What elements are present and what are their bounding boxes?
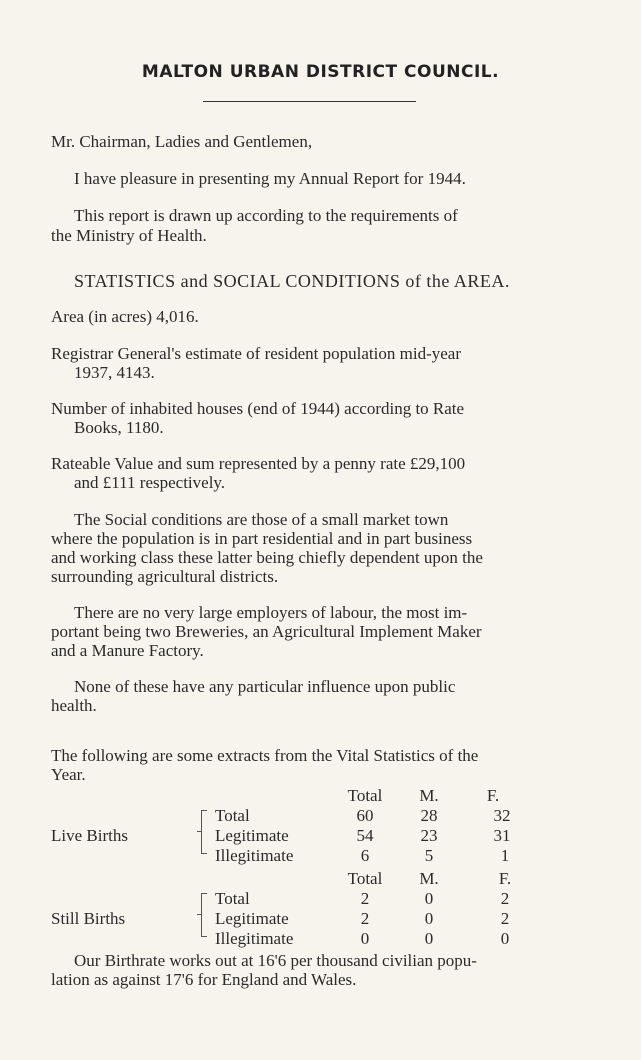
live-births-row-total-label: Total xyxy=(215,806,250,825)
area-line: Area (in acres) 4,016. xyxy=(51,307,199,326)
live-births-row-legitimate-total: 54 xyxy=(356,826,374,845)
social-line-4: surrounding agricultural districts. xyxy=(51,567,279,586)
employers-line-3: and a Manure Factory. xyxy=(51,641,204,660)
population-line-1: Registrar General's estimate of resident population mid-year xyxy=(51,344,461,363)
still-births-brace xyxy=(201,893,207,937)
still-births-row-illegitimate-label: Illegitimate xyxy=(215,929,294,948)
live-births-row-illegitimate-m: 5 xyxy=(424,846,434,865)
still-births-header-f: F. xyxy=(498,869,512,888)
influence-line-1: None of these have any particular influence upon public xyxy=(74,677,456,696)
section-title: STATISTICS and SOCIAL CONDITIONS of the AREA. xyxy=(74,271,510,291)
intro-paragraph: I have pleasure in presenting my Annual Report for 1944. xyxy=(74,169,466,188)
employers-line-1: There are no very large employers of labour, the most im- xyxy=(74,603,468,622)
houses-line-2: Books, 1180. xyxy=(74,418,164,437)
still-births-label: Still Births xyxy=(51,909,126,928)
rateable-line-2: and £111 respectively. xyxy=(74,473,226,492)
live-births-row-legitimate-m: 23 xyxy=(420,826,438,845)
live-births-row-legitimate-f: 31 xyxy=(493,826,511,845)
live-births-row-total-m: 28 xyxy=(420,806,438,825)
extracts-line-1: The following are some extracts from the Vital Statistics of the xyxy=(51,746,479,765)
still-births-row-total-total: 2 xyxy=(360,889,370,908)
live-births-row-illegitimate-total: 6 xyxy=(360,846,370,865)
heading-rule xyxy=(203,101,416,102)
extracts-line-2: Year. xyxy=(51,765,86,784)
live-births-row-illegitimate-f: 1 xyxy=(500,846,510,865)
still-births-row-illegitimate-total: 0 xyxy=(360,929,370,948)
houses-line-1: Number of inhabited houses (end of 1944) according to Rate xyxy=(51,399,465,418)
council-heading: MALTON URBAN DISTRICT COUNCIL. xyxy=(141,62,500,82)
live-births-brace xyxy=(201,810,207,854)
social-line-3: and working class these latter being chiefly dependent upon the xyxy=(51,548,483,567)
live-births-header-total: Total xyxy=(347,786,383,805)
report-basis-line-1: This report is drawn up according to the requirements of xyxy=(74,206,458,225)
still-births-row-total-f: 2 xyxy=(500,889,510,908)
population-line-2: 1937, 4143. xyxy=(74,363,155,382)
social-line-1: The Social conditions are those of a small market town xyxy=(74,510,449,529)
live-births-row-total-f: 32 xyxy=(493,806,511,825)
report-basis-line-2: the Ministry of Health. xyxy=(51,226,207,245)
live-births-row-illegitimate-label: Illegitimate xyxy=(215,846,294,865)
employers-line-2: portant being two Breweries, an Agricultural Implement Maker xyxy=(51,622,482,641)
live-births-row-total-total: 60 xyxy=(356,806,374,825)
birthrate-line-1: Our Birthrate works out at 16'6 per thousand civilian popu- xyxy=(74,951,477,970)
still-births-row-legitimate-f: 2 xyxy=(500,909,510,928)
live-births-header-f: F. xyxy=(486,786,500,805)
still-births-header-total: Total xyxy=(347,869,383,888)
influence-line-2: health. xyxy=(51,696,97,715)
still-births-row-legitimate-total: 2 xyxy=(360,909,370,928)
live-births-row-legitimate-label: Legitimate xyxy=(215,826,289,845)
still-births-row-legitimate-label: Legitimate xyxy=(215,909,289,928)
live-births-brace-tick xyxy=(197,831,201,832)
still-births-brace-tick xyxy=(197,914,201,915)
rateable-line-1: Rateable Value and sum represented by a penny rate £29,100 xyxy=(51,454,466,473)
salutation: Mr. Chairman, Ladies and Gentlemen, xyxy=(51,132,313,151)
live-births-header-m: M. xyxy=(419,786,439,805)
social-line-2: where the population is in part residential and in part business xyxy=(51,529,473,548)
still-births-row-legitimate-m: 0 xyxy=(424,909,434,928)
still-births-row-total-label: Total xyxy=(215,889,250,908)
still-births-header-m: M. xyxy=(419,869,439,888)
still-births-row-illegitimate-m: 0 xyxy=(424,929,434,948)
still-births-row-total-m: 0 xyxy=(424,889,434,908)
still-births-row-illegitimate-f: 0 xyxy=(500,929,510,948)
live-births-label: Live Births xyxy=(51,826,128,845)
birthrate-line-2: lation as against 17'6 for England and Wales. xyxy=(51,970,357,989)
